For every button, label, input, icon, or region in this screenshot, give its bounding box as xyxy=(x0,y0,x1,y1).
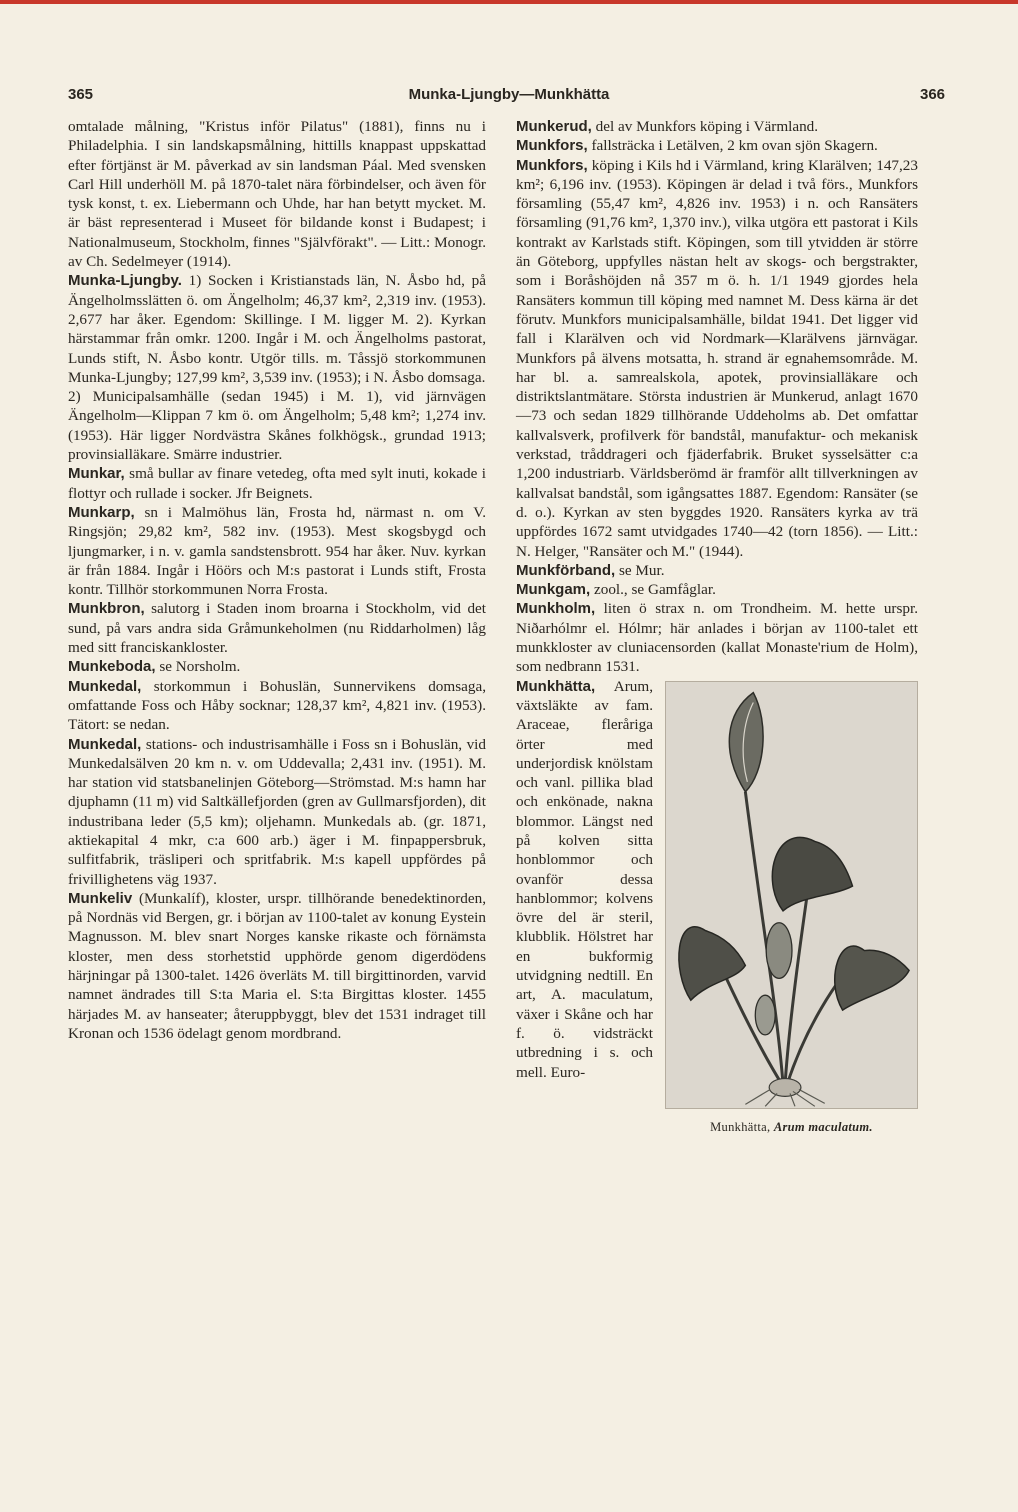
page-top-edge xyxy=(0,0,1018,4)
entry-munkhatta: Munkhätta, Arum maculatum. Munkhätta, Arum, växtsläkte av fam. Araceae, fleråriga örter med underjordisk knölstam och vanl. pillika blad och enkönade, nakna blommor. Längst ned på kolven sitta honblommor och ovanför dessa hanblommor; kolvens övre del är steril, klubblik. Hölstret har en bukformig utvidgning nedtill. En art, A. maculatum, växer i Skåne och har f. ö. vidsträckt utbredning i s. och mell. Euro- xyxy=(516,677,918,1082)
running-title: Munka-Ljungby—Munkhätta xyxy=(408,86,610,103)
entry-munkar: Munkar, små bullar av finare vetedeg, ofta med sylt inuti, kokade i flottyr och rullade i socker. Jfr Beignets. xyxy=(68,465,486,502)
entry-munkforband: Munkförband, se Mur. xyxy=(516,561,665,579)
running-header xyxy=(0,86,1018,108)
entry-munkfors-fall: Munkfors, fallsträcka i Letälven, 2 km ovan sjön Skagern. xyxy=(516,137,878,155)
entry-munkbron: Munkbron, salutorg i Staden inom broarna i Stockholm, vid det sund, på vars andra sida Gråmunkeholmen (nu Riddarholmen) låg med sitt franciskankloster. xyxy=(68,600,486,657)
entry-munkedal-kommun: Munkedal, storkommun i Bohuslän, Sunnervikens domsaga, omfattande Foss och Håby socknar; 128,37 km², 4,821 inv. (1953). Tätort: se nedan. xyxy=(68,677,486,734)
entry-munkarp: Munkarp, sn i Malmöhus län, Frosta hd, närmast n. om V. Ringsjön; 29,82 km², 582 inv. (1953). Mest skogsbygd och ljungmarker, i n. v. gamla sandstensbrott. 954 har åker. Nuv. kyrkan är från 1884. Ingår i Höörs och M:s pastorat i Lunds stift, Frosta kontr. Tillhör storkommunen Norra Frosta. xyxy=(68,503,486,599)
entry-munka-ljungby-2: 2) Municipalsamhälle (sedan 1945) i M. 1), vid järnvägen Ängelholm—Klippan 7 km ö. om Ängelholm; 5,48 km²; 1,274 inv. (1953). Här ligger Nordvästra Skånes folkhögsk., grundad 1913; provinsialläkare. Smärre industrier. xyxy=(68,388,486,464)
left-column xyxy=(68,117,486,1043)
arum-plant-illustration xyxy=(665,681,918,1109)
entry-munkeboda: Munkeboda, se Norsholm. xyxy=(68,658,241,676)
entry-munkfors-koping: Munkfors, köping i Kils hd i Värmland, kring Klarälven; 147,23 km²; 6,196 inv. (1953). Köpingen är delad i två förs., Munkfors församling (55,47 km², 4,826 inv. 1953) i n. och Ransäters församling (91,76 km², 1,370 inv.), vilka utgöra ett pastorat i Kils kontrakt av Karlstads stift. Köpingen, som till ytvidden är större än Göteborg, uppfylles nästan helt av skogs- och bergstrakter, som i Boråshöjden nå 357 m ö. h. 1/1 1949 gjordes hela Ransäters kommun till köping med namnet M. Dess kärna är det förutv. Munkfors municipalsamhälle, bildat 1941. Det ligger vid fall i Klarälven och vid Nordmark—Klarälvens järnvägar. Munkfors på älvens motsatta, h. strand är egnahemsområde. M. har bl. a. samrealskola, apotek, provinsialläkare och distriktslantmätare. Största industrien är Munkerud, anlagt 1670—73 och sedan 1829 tillhörande Uddeholms ab. Det omfattar kallvalsverk, profilverk för bandstål, manufaktur- och mekanisk verkstad, tråddrageri och fjäderfabrik. Bruket sysselsätter c:a 1,200 industriarb. Världsberömd är framför allt tillverkningen av kallvalsat bandstål, som igångsattes 1887. Egendom: Ransäter (se d. o.). Kyrkan av sten byggdes 1920. Ransäters kyrka av trä uppfördes 1672 samt utvidgades 1740—42 (torn 1856). — Litt.: N. Helger, "Ransäter och M." (1944). xyxy=(516,156,918,560)
plant-drawing xyxy=(666,682,917,1108)
entry-munkeliv: Munkeliv (Munkalíf), kloster, urspr. tillhörande benedektinorden, på Nordnäs vid Bergen, gr. i början av 1100-talet av konung Eystein Magnusson. M. blev snart Norges kanske rikaste och förnämsta kloster, men dess storhetstid upphörde genom digerdödens härjningar på 1300-talet. 1426 överläts M. till birgittinorden, varvid namnet ändrades till S:ta Maria el. S:ta Birgittas kloster. 1455 härjades M. av hanseater; återuppbyggt, blev det 1531 indraget till Kronan och 1536 ödelagt genom mordbrand. xyxy=(68,889,486,1042)
plant-figure xyxy=(665,681,918,1147)
entry-munkgam: Munkgam, zool., se Gamfåglar. xyxy=(516,581,716,599)
page-number-left: 365 xyxy=(68,86,94,103)
entry-munkedal-samhalle: Munkedal, stations- och industrisamhälle i Foss sn i Bohuslän, vid Munkedalsälven 20 km n. v. om Uddevalla; 2,431 inv. (1951). M. har station vid statsbanelinjen Göteborg—Strömstad. M:s hamn har djuphamn (11 m) vid Saltkällefjorden (gren av Gullmarsfjorden), dit industribana leder (5,5 km); oljehamn. Munkedals ab. (gr. 1871, aktiekapital 4 mkr, c:a 600 arb.) äger i M. finpappersbruk, sulfitfabrik, träsliperi och spritfabrik. M:s kapell uppfördes på frivillighetens väg 1937. xyxy=(68,735,486,888)
entry-munka-ljungby: Munka-Ljungby. 1) Socken i Kristianstads län, N. Åsbo hd, på Ängelholmsslätten ö. om Ängelholm; 46,37 km², 2,319 inv. (1953). 2,677 har åker. Egendom: Skillinge. I M. ligger M. 2). Kyrkan härstammar från omkr. 1200. Ingår i M. och Ängelholms pastorat, Lunds stift, N. Åsbo kontr. Utgör tills. m. Tåssjö storkommunen Munka-Ljungby; 127,99 km², 3,539 inv. (1953); i N. Åsbo domsaga. xyxy=(68,272,486,386)
right-column xyxy=(516,117,918,1147)
figure-caption: Munkhätta, Arum maculatum. xyxy=(710,1119,873,1134)
entry-continuation: omtalade målning, "Kristus inför Pilatus" (1881), finns nu i Philadelphia. I sin landskapsmålning, hittills knappast uppskattad efter förtjänst är M. påverkad av sin landsman Páal. Med svensken Carl Hill underhöll M. på 1870-talet nära förbindelser, och även för tysk konst, t. ex. Liebermann och Uhde, har han betytt mycket. M. är bäst representerad i Museet för bildande konst i Budapest; i Nationalmuseum, Stockholm, finnes "Självförakt". — Litt.: Monogr. av Ch. Sedelmeyer (1914). xyxy=(68,118,486,271)
entry-munkholm: Munkholm, liten ö strax n. om Trondheim. M. hette urspr. Niðarhólmr el. Hólmr; här anlades i början av 1100-talet ett munkkloster av cluniacensorden (kallat Monaste'rium de Holm), som nedbrann 1531. xyxy=(516,600,918,676)
page-number-right: 366 xyxy=(920,86,946,103)
entry-munkerud: Munkerud, del av Munkfors köping i Värmland. xyxy=(516,118,819,135)
